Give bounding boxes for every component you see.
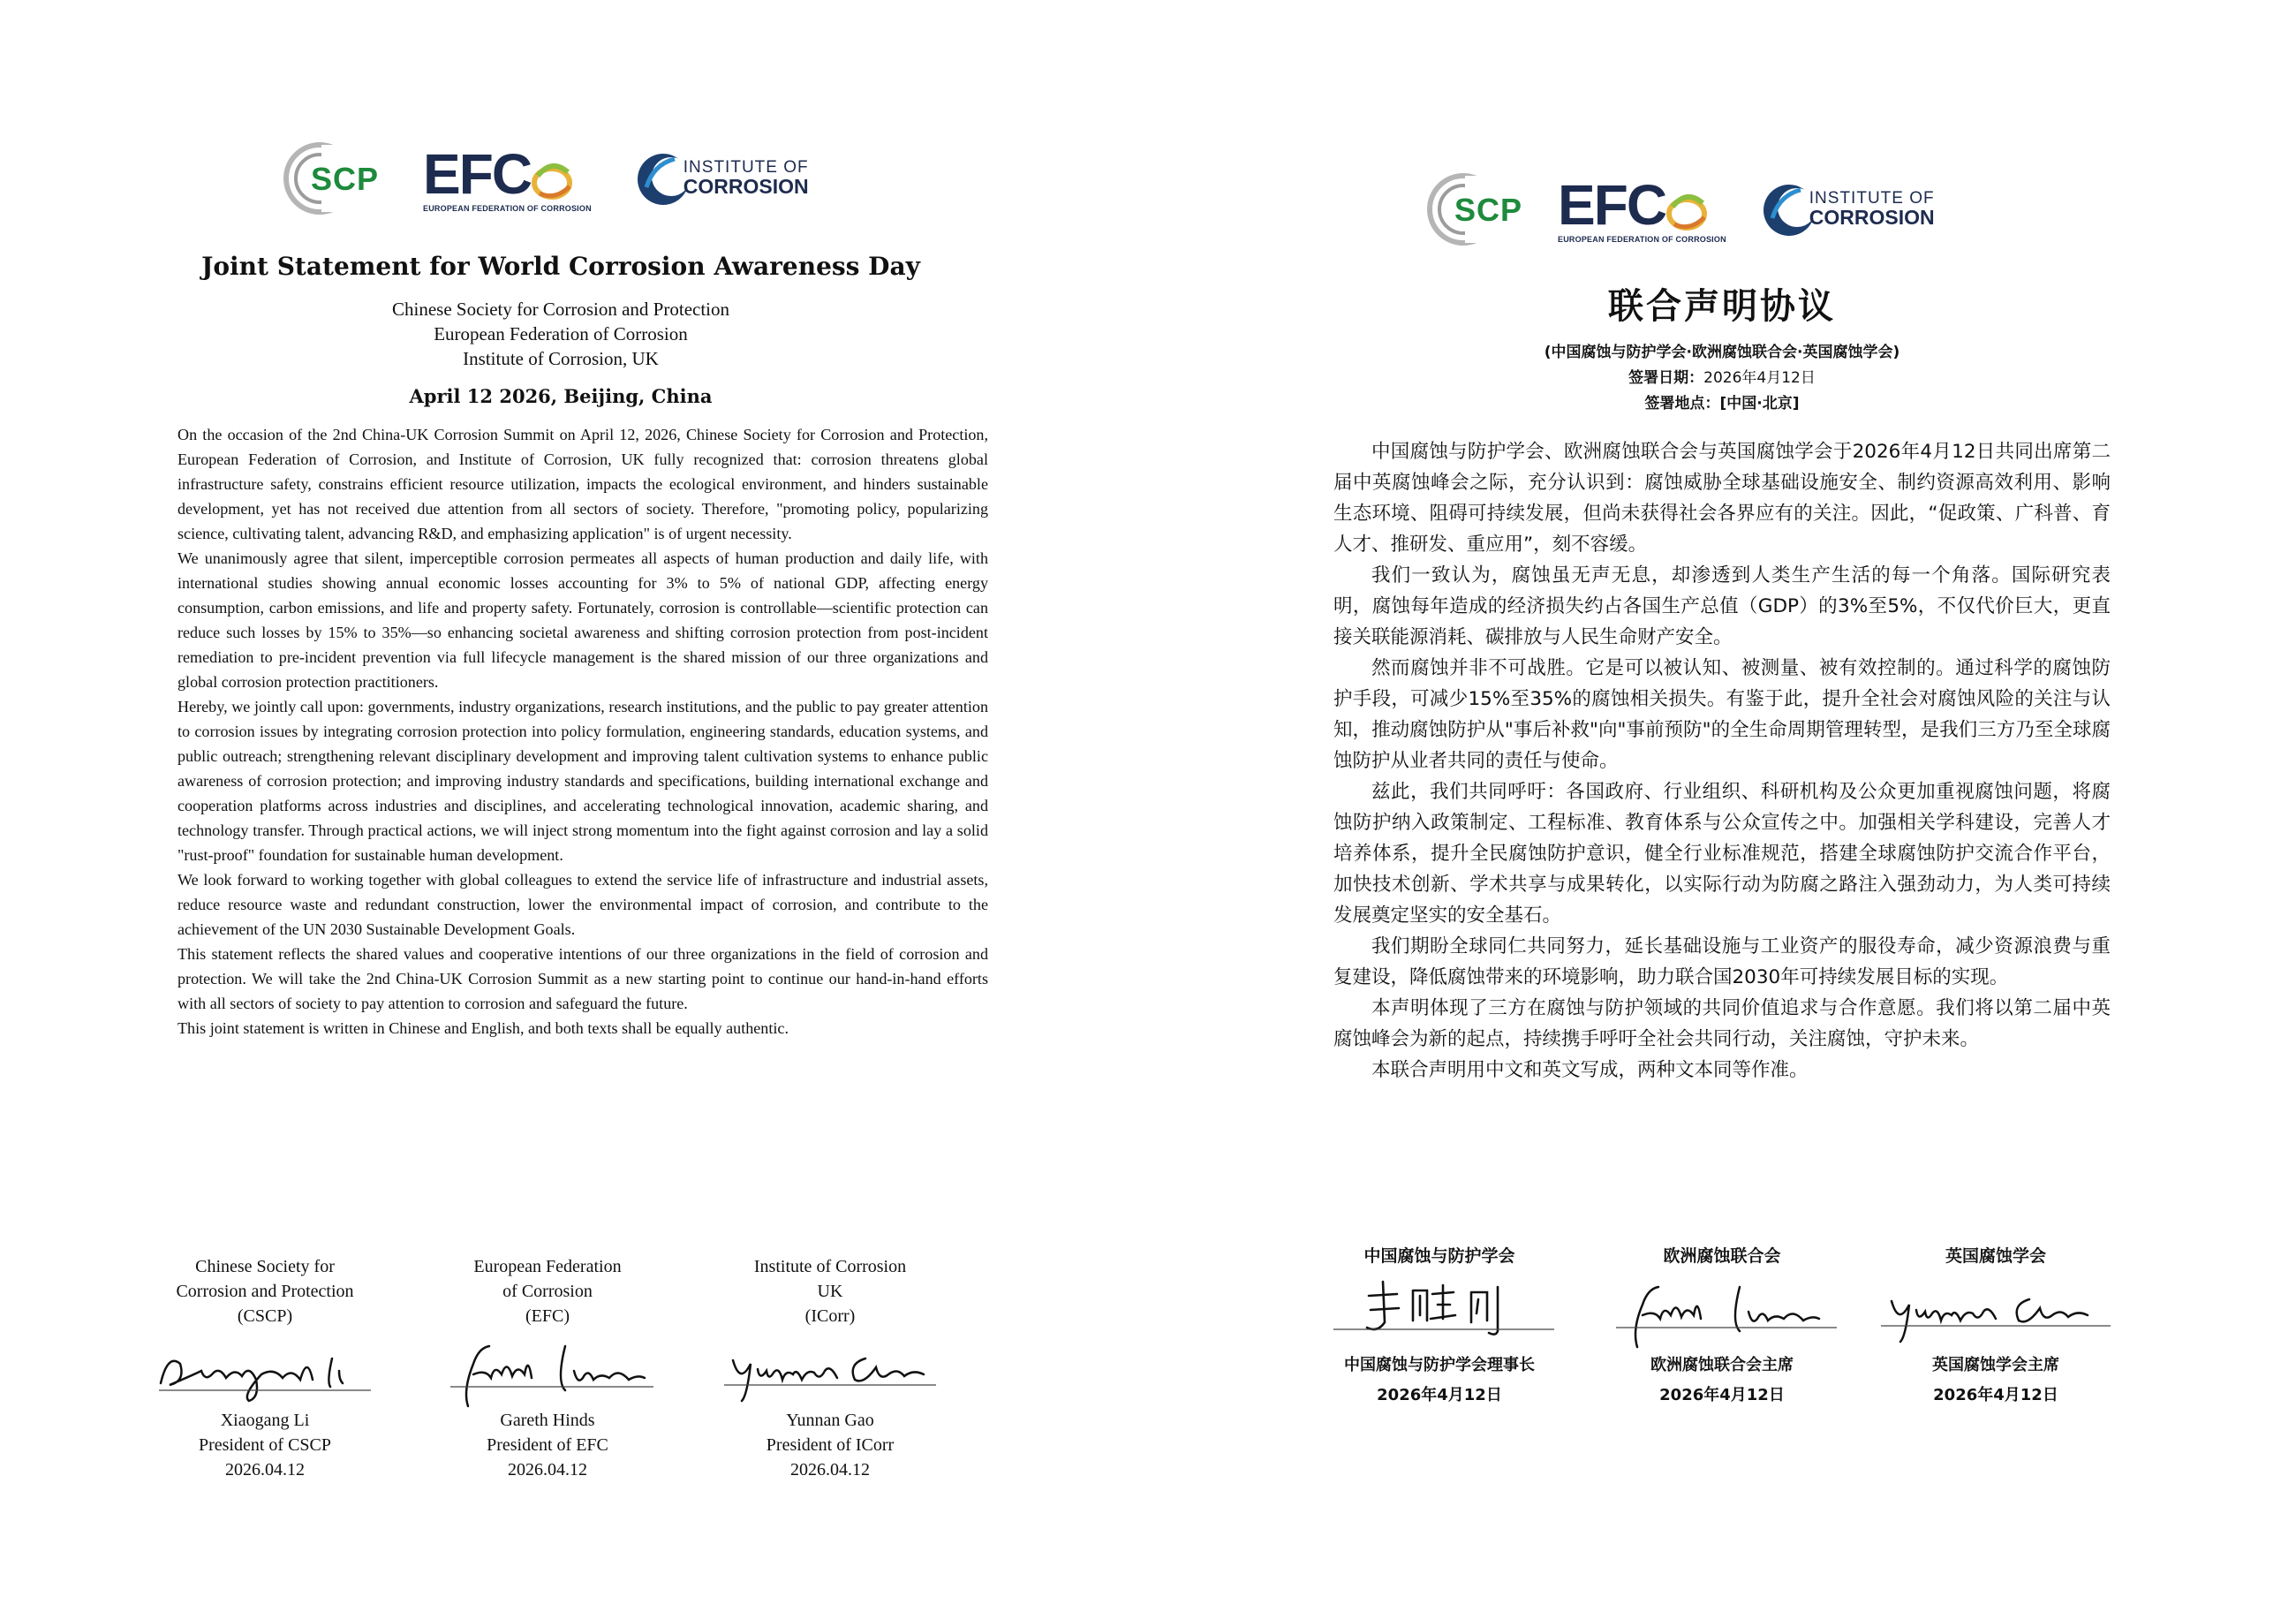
signatory-org: (CSCP) xyxy=(237,1306,293,1326)
signatory-org: 中国腐蚀与防护学会 xyxy=(1363,1246,1515,1266)
signatory-cscp xyxy=(1298,1243,1581,1409)
signatory-date: 2026年4月12日 xyxy=(1377,1386,1502,1404)
body-paragraph: On the occasion of the 2nd China-UK Corrosion Summit on April 12, 2026, Chinese Society for Corrosion and Protection, European Federation of Corrosion, and Institute of Corrosion, UK fully recognized that: corrosion threatens global infrastructure safety, constrains efficient resource utilization, impacts the ecological environment, and hinders sustainable development, yet has not received due attention from all sectors of society. Therefore, "promoting policy, popularizing science, cultivating talent, advancing R&D, and emphasizing application" is of urgent necessity. xyxy=(177,426,988,542)
sign-date-label: 签署日期： xyxy=(1628,369,1704,387)
icorr-logo-line1: INSTITUTE OF xyxy=(1809,189,1935,208)
organization-list xyxy=(119,297,1002,371)
handwritten-signature xyxy=(1298,1269,1581,1349)
statement-subtitle: (中国腐蚀与防护学会·欧洲腐蚀联合会·英国腐蚀学会) xyxy=(1544,344,1900,361)
signatory-org: (ICorr) xyxy=(804,1306,856,1326)
signatory-org: 欧洲腐蚀联合会 xyxy=(1663,1246,1781,1266)
organization-line: European Federation of Corrosion xyxy=(434,323,688,344)
signatory-date: 2026.04.12 xyxy=(790,1460,870,1480)
efc-logo-subtitle: EUROPEAN FEDERATION OF CORROSION xyxy=(1558,234,1726,244)
efc-logo xyxy=(1558,172,1726,244)
efc-swirl-icon xyxy=(531,156,575,202)
body-paragraph: 本声明体现了三方在腐蚀与防护领域的共同价值追求与合作意愿。我们将以第二届中英腐蚀峰会为新的起点，持续携手呼吁全社会共同行动，关注腐蚀，守护未来。 xyxy=(1333,997,2111,1050)
signatory-icorr xyxy=(702,1254,958,1482)
statement-body xyxy=(177,422,988,1041)
signature-graphic xyxy=(1872,1269,2119,1349)
sign-place-label: 签署地点： xyxy=(1644,395,1720,412)
signature-graphic xyxy=(715,1328,945,1408)
handwritten-signature xyxy=(702,1328,958,1408)
signatory-org: 英国腐蚀学会 xyxy=(1945,1246,2046,1266)
chinese-statement-page xyxy=(1298,88,2146,1449)
body-paragraph: This statement reflects the shared values and cooperative intentions of our three organizations in the field of corrosion and protection. We will take the 2nd China-UK Corrosion Summit as a new starting point to continue our hand-in-hand efforts with all sectors of society to pay attention to corrosion and safeguard the future. xyxy=(177,945,988,1012)
signatory-role: 英国腐蚀学会主席 xyxy=(1932,1356,2059,1374)
sign-place: [中国·北京] xyxy=(1719,395,1800,412)
body-paragraph: 我们一致认为，腐蚀虽无声无息，却渗透到人类生产生活的每一个角落。国际研究表明，腐蚀每年造成的经济损失约占各国生产总值（GDP）的3%至5%，不仅代价巨大，更直接关联能源消耗、碳排放与人民生命财产安全。 xyxy=(1333,564,2111,648)
signatory-efc xyxy=(419,1254,676,1482)
signatory-date: 2026.04.12 xyxy=(508,1460,587,1480)
statement-title: 联合声明协议 xyxy=(1608,286,1836,327)
signatory-org: European Federation xyxy=(473,1257,622,1276)
efc-logo xyxy=(423,141,592,213)
cscp-logo xyxy=(283,141,379,216)
logo-row xyxy=(283,141,809,216)
signatory-org: Corrosion and Protection xyxy=(176,1282,354,1301)
icorr-logo xyxy=(636,152,809,207)
signatory-date: 2026.04.12 xyxy=(225,1460,305,1480)
body-paragraph: We unanimously agree that silent, imperceptible corrosion permeates all aspects of human production and daily life, with international studies showing annual economic losses accounting for 3% to 5% of national GDP, affecting energy consumption, carbon emissions, and life and property safety. Fortunately, corrosion is controllable—scientific protection can reduce such losses by 15% to 35%—so enhancing societal awareness and shifting corrosion protection from post-incident remediation to pre-incident prevention via full lifecycle management is the shared mission of our three organizations and global corrosion protection practitioners. xyxy=(177,549,988,691)
body-paragraph: This joint statement is written in Chinese and English, and both texts shall be equally authentic. xyxy=(177,1019,789,1037)
signatory-org: Chinese Society for xyxy=(195,1257,335,1276)
signatory-name: Yunnan Gao xyxy=(786,1411,874,1430)
icorr-logo xyxy=(1762,183,1935,238)
handwritten-signature xyxy=(1854,1269,2137,1349)
efc-swirl-icon xyxy=(1665,187,1710,233)
efc-logo-text: EFC xyxy=(423,141,532,206)
signatory-date: 2026年4月12日 xyxy=(1933,1386,2058,1404)
signatory-org: Institute of Corrosion xyxy=(753,1257,907,1276)
efc-logo-subtitle: EUROPEAN FEDERATION OF CORROSION xyxy=(423,203,592,213)
body-paragraph: 然而腐蚀并非不可战胜。它是可以被认知、被测量、被有效控制的。通过科学的腐蚀防护手段，可减少15%至35%的腐蚀相关损失。有鉴于此，提升全社会对腐蚀风险的关注与认知，推动腐蚀防护从"事后补救"向"事前预防"的全生命周期管理转型，是我们三方乃至全球腐蚀防护从业者共同的责任与使命。 xyxy=(1333,657,2111,772)
signatory-name: Gareth Hinds xyxy=(500,1411,595,1430)
english-statement-page xyxy=(119,88,1002,1537)
signatory-org: (EFC) xyxy=(525,1306,570,1326)
statement-meta xyxy=(1298,340,2146,417)
efc-logo-text: EFC xyxy=(1558,172,1666,237)
sign-date: 2026年4月12日 xyxy=(1703,369,1816,387)
handwritten-signature xyxy=(1581,1269,1863,1349)
body-paragraph: 本联合声明用中文和英文写成，两种文本同等作准。 xyxy=(1371,1059,1809,1081)
organization-line: Institute of Corrosion, UK xyxy=(463,348,659,369)
signatory-title: President of ICorr xyxy=(766,1435,895,1455)
signatory-org: UK xyxy=(817,1282,843,1301)
handwritten-signature xyxy=(419,1328,676,1408)
cscp-logo-text: SCP xyxy=(1454,191,1523,228)
body-paragraph: 中国腐蚀与防护学会、欧洲腐蚀联合会与英国腐蚀学会于2026年4月12日共同出席第二届中英腐蚀峰会之际，充分认识到：腐蚀威胁全球基础设施安全、制约资源高效利用、影响生态环境、阻碍可持续发展，但尚未获得社会各界应有的关注。因此，“促政策、广科普、育人才、推研发、重应用”，刻不容缓。 xyxy=(1333,441,2111,556)
signatory-title: President of EFC xyxy=(487,1435,608,1455)
signatory-icorr xyxy=(1854,1243,2137,1409)
body-paragraph: We look forward to working together with global colleagues to extend the service life of infrastructure and industrial assets, reduce resource waste and redundant construction, lower the environmental impact of corrosion, and contribute to the achievement of the UN 2030 Sustainable Development Goals. xyxy=(177,871,988,938)
signatory-title: President of CSCP xyxy=(198,1435,332,1455)
signatory-cscp xyxy=(137,1254,393,1482)
body-paragraph: Hereby, we jointly call upon: governments, industry organizations, research institutions, and the public to pay greater attention to corrosion issues by integrating corrosion protection into policy formulation, engineering standards, education systems, and public outreach; strengthening relevant disciplinary development and improving talent cultivation systems to enhance public awareness of corrosion protection; and improving industry standards and specifications, building international exchange and cooperation platforms across industries and disciplines, and accelerating technological innovation, academic sharing, and technology transfer. Through practical actions, we will inject strong momentum into the fight against corrosion and lay a solid "rust-proof" foundation for sustainable human development. xyxy=(177,698,988,864)
cscp-logo xyxy=(1426,172,1522,247)
statement-title: Joint Statement for World Corrosion Awareness Day xyxy=(201,252,920,281)
icorr-logo-line1: INSTITUTE OF xyxy=(683,158,809,178)
statement-body xyxy=(1333,436,2111,1086)
signatory-role: 中国腐蚀与防护学会理事长 xyxy=(1344,1356,1535,1374)
signatory-date: 2026年4月12日 xyxy=(1659,1386,1785,1404)
body-paragraph: 兹此，我们共同呼吁：各国政府、行业组织、科研机构及公众更加重视腐蚀问题，将腐蚀防护纳入政策制定、工程标准、教育体系与公众宣传之中。加强相关学科建设，完善人才培养体系，提升全民腐蚀防护意识，健全行业标准规范，搭建全球腐蚀防护交流合作平台，加快技术创新、学术共享与成果转化，以实际行动为防腐之路注入强劲动力，为人类可持续发展奠定坚实的安全基石。 xyxy=(1333,781,2111,927)
signatory-role: 欧洲腐蚀联合会主席 xyxy=(1650,1356,1794,1374)
organization-line: Chinese Society for Corrosion and Protection xyxy=(391,299,730,320)
signatory-org: of Corrosion xyxy=(502,1282,593,1301)
handwritten-signature xyxy=(137,1328,393,1408)
body-paragraph: 我们期盼全球同仁共同努力，延长基础设施与工业资产的服役寿命，减少资源浪费与重复建设，降低腐蚀带来的环境影响，助力联合国2030年可持续发展目标的实现。 xyxy=(1333,935,2111,988)
signature-graphic xyxy=(433,1328,662,1408)
cscp-logo-text: SCP xyxy=(311,160,380,197)
icorr-crescent-icon xyxy=(1762,183,1816,238)
icorr-logo-line2: CORROSION xyxy=(683,175,809,199)
icorr-crescent-icon xyxy=(636,152,691,207)
signatory-name: Xiaogang Li xyxy=(220,1411,310,1430)
signature-graphic xyxy=(1316,1269,1563,1349)
signature-graphic xyxy=(1598,1269,1846,1349)
logo-row xyxy=(1426,172,1935,247)
signatory-efc xyxy=(1581,1243,1863,1409)
date-place: April 12 2026, Beijing, China xyxy=(409,385,713,407)
signature-graphic xyxy=(150,1328,380,1408)
icorr-logo-line2: CORROSION xyxy=(1809,206,1935,230)
